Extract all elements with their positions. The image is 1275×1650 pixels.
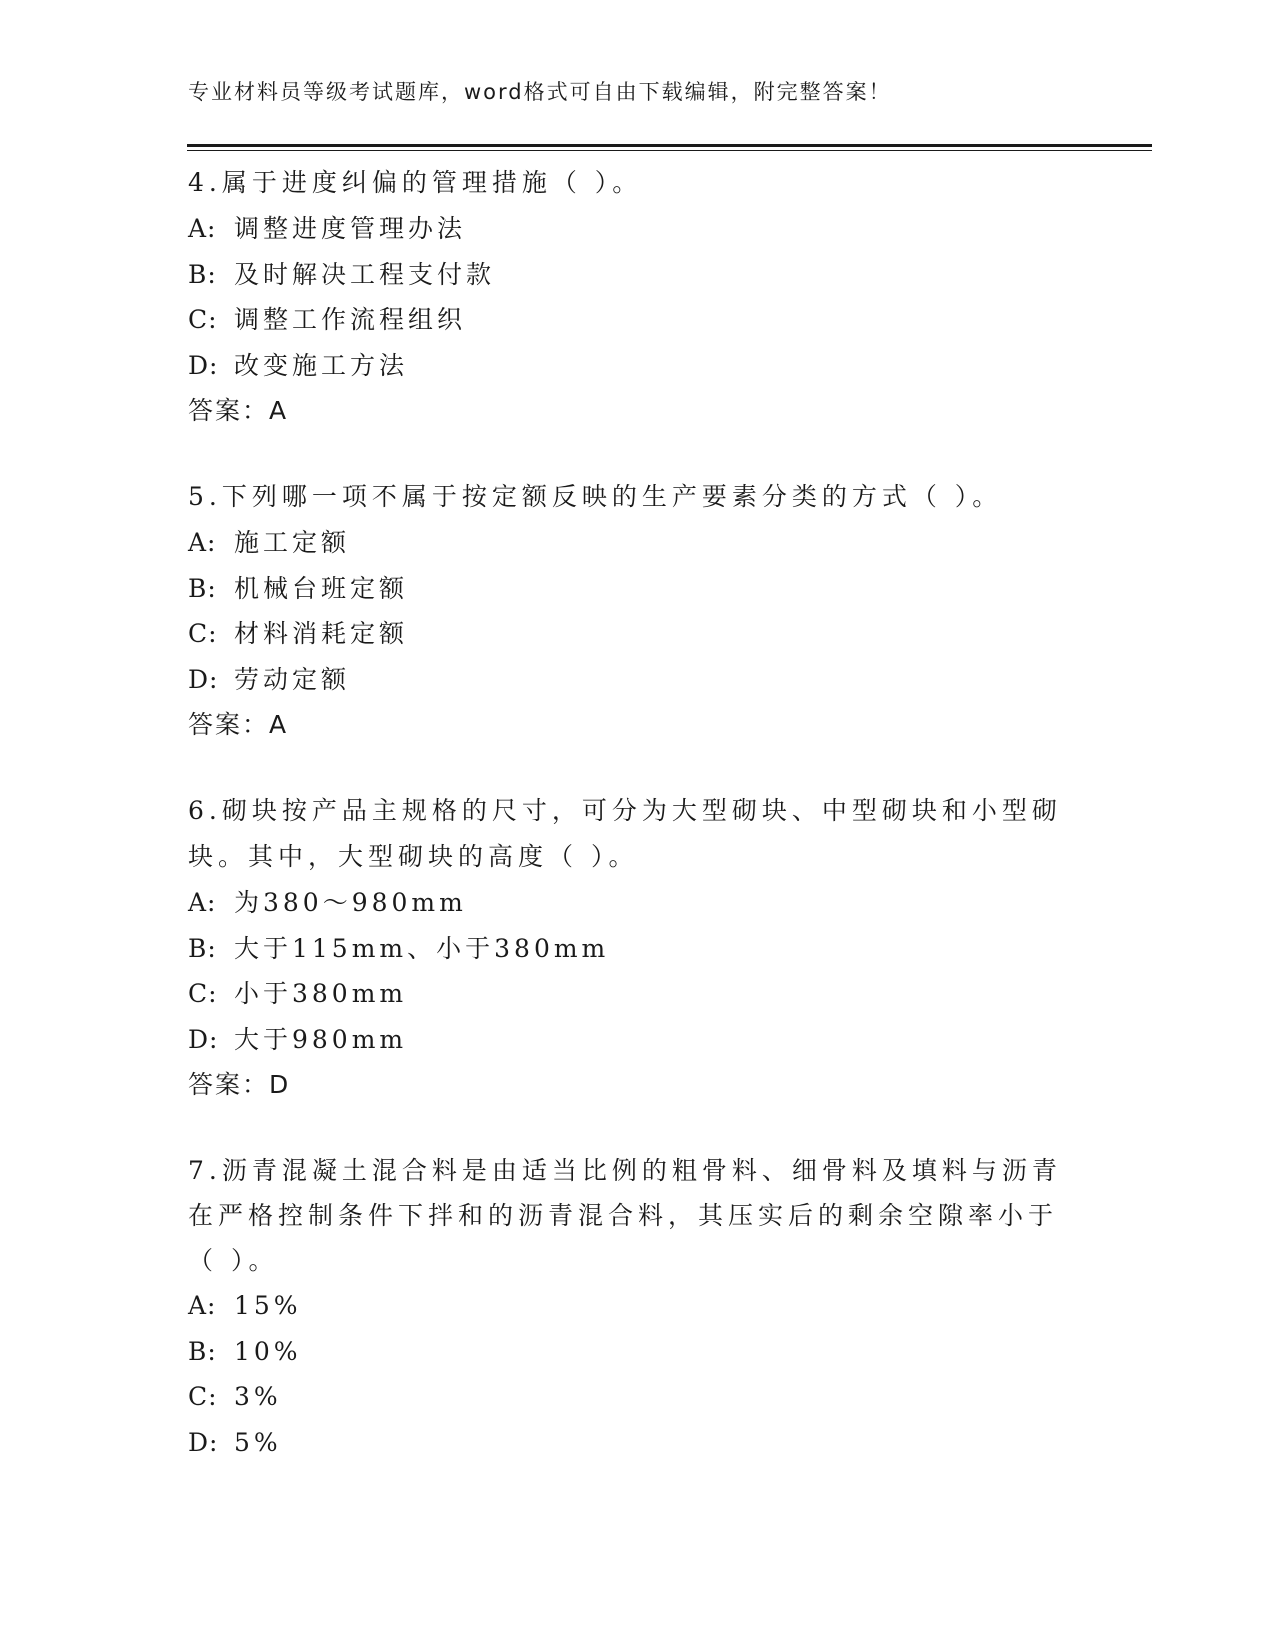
option-text: 大于115mm、小于380mm bbox=[234, 933, 610, 963]
option-letter: A: bbox=[188, 214, 217, 243]
option-letter: B: bbox=[188, 259, 217, 289]
header-divider-thin bbox=[187, 150, 1152, 151]
header-note: 专业材料员等级考试题库，word格式可自由下载编辑，附完整答案！ bbox=[188, 80, 892, 104]
question-stem: 7.沥青混凝土混合料是由适当比例的粗骨料、细骨料及填料与沥青在严格控制条件下拌和的沥青混合料，其压实后的剩余空隙率小于（ ）。 bbox=[188, 1156, 1062, 1275]
option-letter: A: bbox=[188, 888, 217, 917]
option-d bbox=[188, 1420, 1078, 1466]
option-text: 3% bbox=[234, 1382, 282, 1411]
question-list bbox=[188, 160, 1078, 1506]
option-c bbox=[188, 971, 1078, 1017]
option-text: 15% bbox=[234, 1291, 302, 1320]
header-divider bbox=[187, 144, 1152, 147]
question-6 bbox=[188, 788, 1078, 1107]
option-letter: C: bbox=[188, 979, 218, 1008]
option-text: 改变施工方法 bbox=[234, 350, 409, 380]
option-d bbox=[188, 657, 1078, 703]
question-5 bbox=[188, 474, 1078, 747]
option-letter: C: bbox=[188, 305, 218, 334]
option-c bbox=[188, 611, 1078, 657]
option-b bbox=[188, 566, 1078, 612]
answer-line: 答案：D bbox=[188, 1070, 291, 1099]
question-7 bbox=[188, 1148, 1078, 1465]
option-letter: A: bbox=[188, 1291, 217, 1320]
option-text: 5% bbox=[234, 1427, 282, 1457]
option-b bbox=[188, 252, 1078, 298]
option-text: 为380～980mm bbox=[234, 888, 467, 917]
option-letter: A: bbox=[188, 528, 217, 557]
option-text: 10% bbox=[234, 1336, 302, 1366]
option-letter: D: bbox=[188, 1024, 219, 1054]
option-a bbox=[188, 520, 1078, 566]
option-d bbox=[188, 1017, 1078, 1063]
option-text: 小于380mm bbox=[234, 979, 408, 1008]
option-letter: D: bbox=[188, 1427, 219, 1457]
question-4 bbox=[188, 160, 1078, 433]
option-letter: C: bbox=[188, 1382, 218, 1411]
option-c bbox=[188, 297, 1078, 343]
option-letter: B: bbox=[188, 1336, 217, 1366]
question-stem: 4.属于进度纠偏的管理措施（ ）。 bbox=[188, 168, 643, 197]
option-b bbox=[188, 926, 1078, 972]
option-a bbox=[188, 1283, 1078, 1329]
option-letter: B: bbox=[188, 933, 217, 963]
option-b bbox=[188, 1329, 1078, 1375]
option-letter: D: bbox=[188, 664, 219, 694]
option-letter: D: bbox=[188, 350, 219, 380]
option-d bbox=[188, 343, 1078, 389]
option-c bbox=[188, 1374, 1078, 1420]
option-text: 机械台班定额 bbox=[234, 573, 409, 603]
answer-line: 答案：A bbox=[188, 396, 289, 425]
option-text: 调整工作流程组织 bbox=[234, 305, 467, 334]
option-text: 材料消耗定额 bbox=[234, 619, 409, 648]
option-text: 大于980mm bbox=[234, 1024, 408, 1054]
option-text: 及时解决工程支付款 bbox=[234, 259, 496, 289]
option-text: 劳动定额 bbox=[234, 664, 351, 694]
question-stem: 6.砌块按产品主规格的尺寸，可分为大型砌块、中型砌块和小型砌块。其中，大型砌块的高度（ ）。 bbox=[188, 796, 1062, 871]
question-stem: 5.下列哪一项不属于按定额反映的生产要素分类的方式（ ）。 bbox=[188, 482, 1003, 511]
option-a bbox=[188, 206, 1078, 252]
option-text: 调整进度管理办法 bbox=[234, 214, 467, 243]
option-letter: B: bbox=[188, 573, 217, 603]
answer-line: 答案：A bbox=[188, 710, 289, 739]
option-letter: C: bbox=[188, 619, 218, 648]
option-a bbox=[188, 880, 1078, 926]
option-text: 施工定额 bbox=[234, 528, 351, 557]
